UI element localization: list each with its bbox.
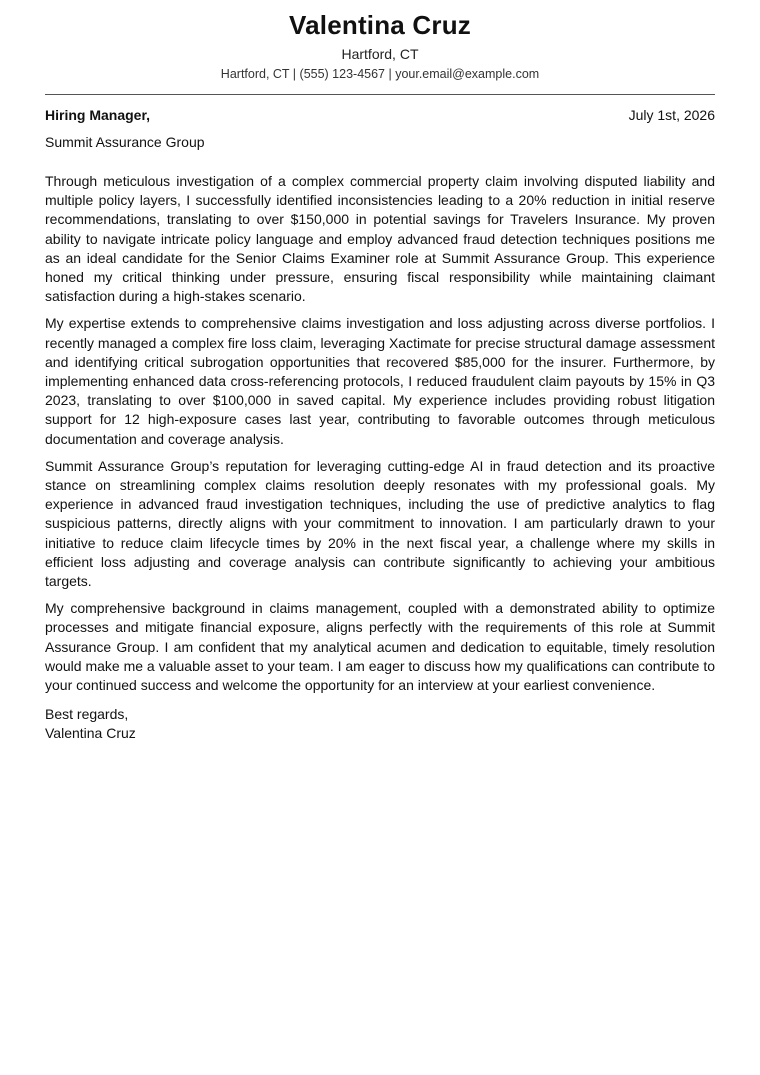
body-paragraph-2: My expertise extends to comprehensive claims investigation and loss adjusting across diverse portfolios. I recently managed a complex fire loss claim, leveraging Xactimate for precise structural damage assessment and identifying critical subrogation opportunities that recovered $85,000 for the insurer. Furthermore, by implementing enhanced data cross-referencing protocols, I reduced fraudulent claim payouts by 15% in Q3 2023, translating to over $100,000 in saved capital. My experience includes providing robust litigation support for 12 high-exposure cases last year, contributing to favorable outcomes through meticulous documentation and coverage analysis.: [45, 315, 715, 447]
signature-name: Valentina Cruz: [45, 725, 136, 742]
letter-date: July 1st, 2026: [628, 107, 715, 123]
applicant-city: Hartford, CT: [341, 46, 419, 62]
header-divider: [45, 94, 715, 95]
closing-block: [45, 705, 715, 743]
cover-letter-page: [45, 0, 715, 744]
body-paragraph-1: Through meticulous investigation of a complex commercial property claim involving disputed liability and multiple policy layers, I successfully identified inconsistencies leading to a 20% reduction in initial reserve recommendations, translating to over $150,000 in potential savings for Travelers Insurance. My proven ability to navigate intricate policy language and employ advanced fraud detection techniques positions me as an ideal candidate for the Senior Claims Examiner role at Summit Assurance Group. This experience honed my critical thinking under pressure, ensuring fiscal responsibility while maintaining claimant satisfaction during a high-stakes scenario.: [45, 173, 715, 305]
closing-phrase: Best regards,: [45, 706, 129, 723]
body-paragraph-4: My comprehensive background in claims management, coupled with a demonstrated ability to optimize processes and mitigate financial exposure, aligns perfectly with the requirements of this role at Summit Assurance Group. I am confident that my analytical acumen and dedication to equitable, timely resolution would make me a valuable asset to your team. I am eager to discuss how my qualifications can contribute to your continued success and welcome the opportunity for an interview at your earliest convenience.: [45, 600, 716, 694]
recipient-date-row: [45, 106, 715, 124]
body-paragraph-3: Summit Assurance Group’s reputation for leveraging cutting-edge AI in fraud detection and its proactive stance on streamlining complex claims resolution deeply resonates with my professional goals. My experience in advanced fraud investigation techniques, including the use of predictive analytics to flag suspicious patterns, directly aligns with your commitment to innovation. I am particularly drawn to your initiative to reduce claim lifecycle times by 20% in the next fiscal year, a challenge where my skills in efficient loss adjusting and coverage analysis can contribute significantly to achieving your ambitious targets.: [45, 457, 715, 590]
recipient-salutation: Hiring Manager,: [45, 107, 151, 123]
applicant-name: Valentina Cruz: [289, 10, 471, 40]
letter-body: [45, 172, 715, 695]
company-name: Summit Assurance Group: [45, 134, 205, 150]
contact-line: Hartford, CT | (555) 123-4567 | your.email@example.com: [220, 67, 540, 81]
